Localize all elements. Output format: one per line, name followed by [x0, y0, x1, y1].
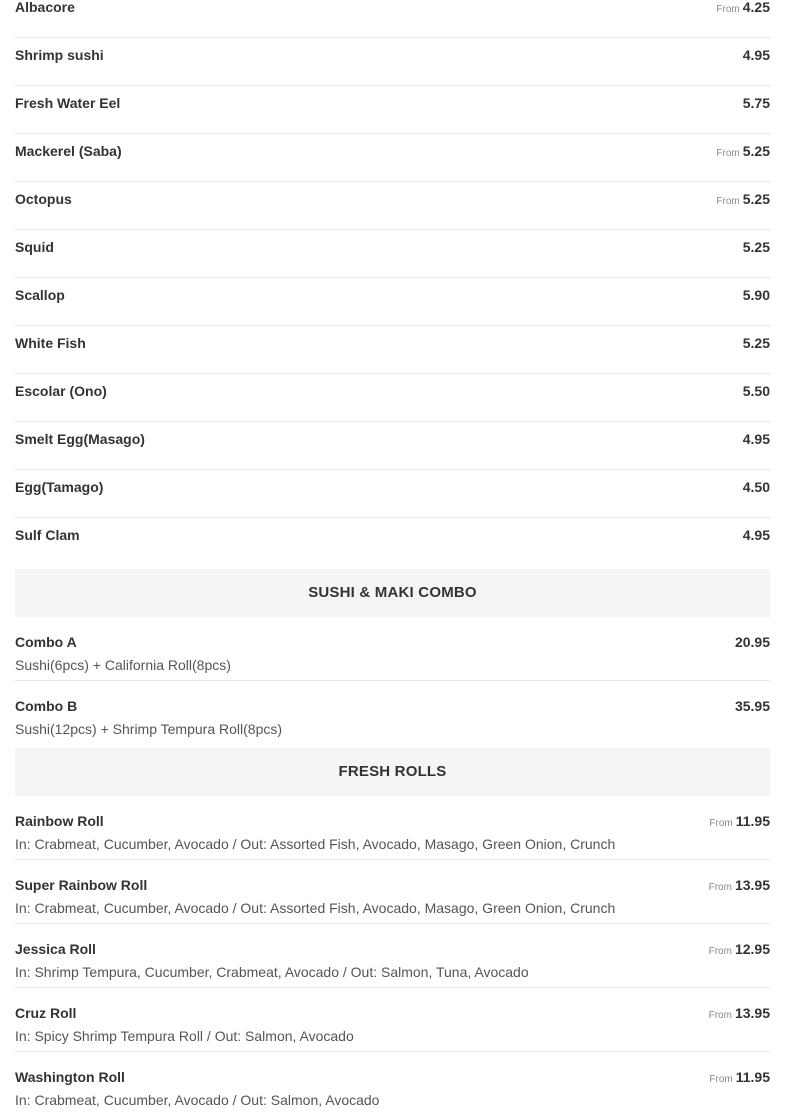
item-price: 5.25	[742, 191, 770, 207]
item-price-group	[743, 383, 770, 400]
item-name: White Fish	[15, 335, 86, 351]
item-description: In: Crabmeat, Cucumber, Avocado / Out: Assorted Fish, Avocado, Masago, Green Onion, Crunch	[15, 836, 616, 852]
from-label: From	[709, 1074, 733, 1085]
menu-item-albacore[interactable]	[15, 0, 770, 38]
item-price-group	[709, 1069, 770, 1088]
item-price: 13.95	[734, 877, 770, 893]
item-price: 4.25	[742, 0, 770, 15]
menu-item-scallop[interactable]	[15, 278, 770, 326]
item-name: Albacore	[15, 0, 75, 15]
item-price: 5.50	[742, 383, 770, 399]
item-price: 4.95	[742, 47, 770, 63]
menu-item-white-fish[interactable]	[15, 326, 770, 374]
menu-item-mackerel[interactable]	[15, 134, 770, 182]
item-description: In: Crabmeat, Cucumber, Avocado / Out: Assorted Fish, Avocado, Masago, Green Onion, Crunch	[15, 900, 616, 916]
item-price: 4.95	[742, 431, 770, 447]
from-label: From	[708, 1010, 732, 1021]
item-name: Cruz Roll	[15, 1005, 77, 1021]
item-price-group	[743, 335, 770, 352]
item-name: Sulf Clam	[15, 527, 80, 543]
item-price: 35.95	[734, 698, 770, 714]
menu-item-cruz-roll[interactable]	[15, 988, 770, 1052]
item-price-group	[709, 877, 770, 896]
item-price-group	[735, 634, 770, 651]
item-price-group	[709, 813, 770, 832]
menu-item-shrimp-sushi[interactable]	[15, 38, 770, 86]
from-label: From	[709, 818, 733, 829]
item-price-group	[716, 143, 770, 162]
menu-item-rainbow-roll[interactable]	[15, 796, 770, 860]
item-price-group	[709, 941, 770, 960]
item-name: Combo A	[15, 634, 77, 650]
item-price-group	[743, 287, 770, 304]
item-price: 11.95	[735, 813, 770, 829]
item-price: 13.95	[734, 1005, 770, 1021]
menu-item-sulf-clam[interactable]	[15, 518, 770, 566]
item-name: Fresh Water Eel	[15, 95, 121, 111]
item-price-group	[716, 191, 770, 210]
item-price: 12.95	[734, 941, 770, 957]
item-name: Washington Roll	[15, 1069, 125, 1085]
item-name: Mackerel (Saba)	[15, 143, 122, 159]
item-price-group	[743, 479, 770, 496]
item-price: 5.25	[742, 239, 770, 255]
item-name: Shrimp sushi	[15, 47, 104, 63]
item-price: 5.25	[742, 335, 770, 351]
menu-item-jessica-roll[interactable]	[15, 924, 770, 988]
item-name: Scallop	[15, 287, 65, 303]
menu-list	[15, 0, 770, 1116]
item-name: Octopus	[15, 191, 72, 207]
item-price-group	[743, 239, 770, 256]
item-price-group	[709, 1005, 770, 1024]
from-label: From	[708, 946, 732, 957]
from-label: From	[716, 148, 740, 159]
from-label: From	[716, 196, 740, 207]
item-name: Combo B	[15, 698, 78, 714]
menu-item-fresh-water-eel[interactable]	[15, 86, 770, 134]
item-price: 11.95	[735, 1069, 770, 1085]
menu-item-super-rainbow-roll[interactable]	[15, 860, 770, 924]
item-price-group	[743, 95, 770, 112]
menu-item-squid[interactable]	[15, 230, 770, 278]
item-description: In: Spicy Shrimp Tempura Roll / Out: Salmon, Avocado	[15, 1028, 354, 1044]
menu-item-egg-tamago[interactable]	[15, 470, 770, 518]
item-description: In: Crabmeat, Cucumber, Avocado / Out: Salmon, Avocado	[15, 1092, 380, 1108]
item-name: Egg(Tamago)	[15, 479, 104, 495]
item-price: 5.25	[742, 143, 770, 159]
item-price: 5.90	[742, 287, 770, 303]
item-price: 20.95	[734, 634, 770, 650]
item-name: Super Rainbow Roll	[15, 877, 148, 893]
item-name: Jessica Roll	[15, 941, 96, 957]
item-name: Rainbow Roll	[15, 813, 104, 829]
item-name: Squid	[15, 239, 54, 255]
item-price: 5.75	[742, 95, 770, 111]
item-price: 4.50	[742, 479, 770, 495]
menu-item-octopus[interactable]	[15, 182, 770, 230]
from-label: From	[708, 882, 732, 893]
item-price-group	[735, 698, 770, 715]
menu-item-combo-b[interactable]	[15, 681, 770, 745]
item-price-group	[716, 0, 770, 18]
item-price-group	[743, 47, 770, 64]
menu-item-washington-roll[interactable]	[15, 1052, 770, 1116]
item-description: Sushi(12pcs) + Shrimp Tempura Roll(8pcs)	[15, 721, 283, 737]
section-header-combo: SUSHI & MAKI COMBO	[15, 569, 770, 617]
item-price-group	[743, 431, 770, 448]
item-name: Smelt Egg(Masago)	[15, 431, 145, 447]
menu-item-combo-a[interactable]	[15, 617, 770, 681]
item-description: In: Shrimp Tempura, Cucumber, Crabmeat, Avocado / Out: Salmon, Tuna, Avocado	[15, 964, 529, 980]
menu-item-smelt-egg[interactable]	[15, 422, 770, 470]
item-price-group	[743, 527, 770, 544]
item-description: Sushi(6pcs) + California Roll(8pcs)	[15, 657, 231, 673]
section-header-fresh-rolls: FRESH ROLLS	[15, 748, 770, 796]
from-label: From	[716, 4, 740, 15]
menu-item-escolar[interactable]	[15, 374, 770, 422]
item-price: 4.95	[742, 527, 770, 543]
item-name: Escolar (Ono)	[15, 383, 107, 399]
